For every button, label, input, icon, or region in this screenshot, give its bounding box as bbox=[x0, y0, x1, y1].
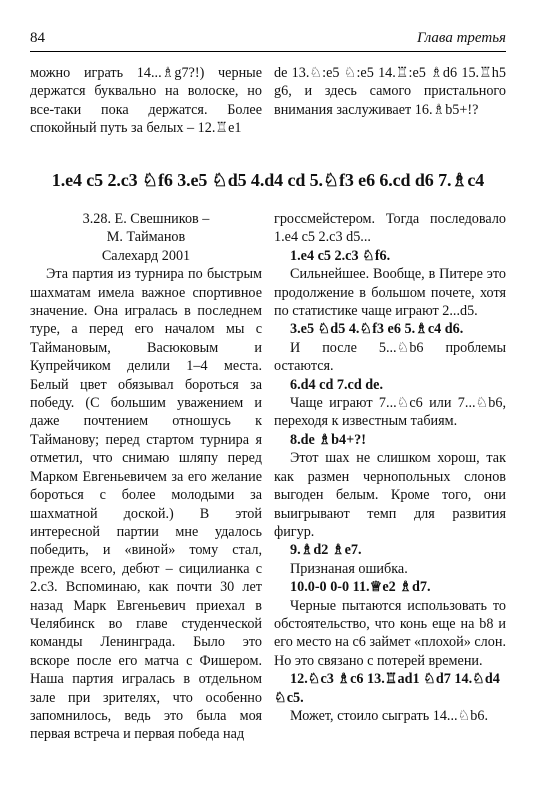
top-continuation bbox=[30, 64, 506, 138]
top-right-paragraph: de 13.♘:e5 ♘:e5 14.♖:e5 ♗d6 15.♖h5 g6, и здесь самого пристального внимания заслуживает 16.♗b5+!? bbox=[274, 65, 506, 118]
game-moves: 9.♗d2 ♗e7. bbox=[290, 542, 362, 559]
commentary-paragraph: гроссмейстером. Тогда последовало 1.e4 c5 2.c3 d5... bbox=[274, 211, 506, 246]
commentary-paragraph: Чаще играют 7...♘c6 или 7...♘b6, переходя к известным табиям. bbox=[274, 395, 506, 430]
running-head: Глава третья bbox=[416, 30, 506, 46]
right-column bbox=[274, 210, 506, 744]
game-moves: 12.♘c3 ♗c6 13.♖ad1 ♘d7 14.♘d4 ♘c5. bbox=[274, 671, 500, 706]
game-moves: 6.d4 cd 7.cd de. bbox=[290, 376, 384, 393]
header-rule bbox=[30, 51, 506, 52]
commentary-paragraph: Может, стоило сыграть 14...♘b6. bbox=[290, 707, 489, 724]
opening-heading: 1.e4 c5 2.c3 ♘f6 3.e5 ♘d5 4.d4 cd 5.♘f3 e6 6.cd d6 7.♗c4 bbox=[51, 170, 485, 190]
game-moves: 8.de ♗b4+?! bbox=[290, 431, 366, 448]
top-left-paragraph: можно играть 14...♗g7?!) черные держатся буквально на волоске, но все-таки пока держатся. Более спокойный путь за белых – 12.♖e1 bbox=[30, 65, 262, 137]
commentary-paragraph: И после 5...♘b6 проблемы остаются. bbox=[274, 339, 506, 375]
game-place-year: Салехард 2001 bbox=[101, 247, 191, 264]
main-columns bbox=[30, 210, 506, 744]
game-players-line-1: 3.28. Е. Свешников – bbox=[82, 211, 210, 227]
game-moves: 3.e5 ♘d5 4.♘f3 e6 5.♗c4 d6. bbox=[290, 321, 464, 338]
game-moves: 10.0-0 0-0 11.♕e2 ♗d7. bbox=[290, 579, 431, 596]
page-number: 84 bbox=[30, 30, 45, 46]
commentary-paragraph: Признаная ошибка. bbox=[290, 560, 408, 577]
commentary-paragraph: Этот шах не слишком хорош, так как размен чернопольных слонов выгоден белым. Кроме того, они выигрывают темп для развития фигур. bbox=[274, 450, 506, 540]
intro-paragraph: Эта партия из турнира по быстрым шахматам имела важное спортивное значение. Она игралась в последнем туре, а перед его началом мы с Таймановым, Васюковым и Купрейчиком делили 1–4 места. Белый цвет обязывал бороться за победу. (С большим уважением и даже почтением отношусь к Тайманову; перед стартом турнира я отметил, что снимаю шляпу перед Марком Евгеньевичем за его желание бороться с более молодыми за шахматной доской.) В этой интересной партии мне удалось победить, и «виной» тому стал, прежде всего, дебют – сицилианка с 2.c3. Вспоминаю, как почти 30 лет назад Марк Евгеньевич приехал в Челябинск во главе студенческой команды Ленинграда. Было это вскоре после его матча с Фишером. Наша партия игралась в отдельном зале при зрителях, что особенно запомнилось, ведь это была моя первая встреча и первая победа над bbox=[30, 266, 262, 743]
page-header bbox=[30, 30, 506, 48]
left-column bbox=[30, 210, 262, 744]
commentary-paragraph: Черные пытаются использовать то обстоятельство, что конь еще на b8 и его место на c6 займет «плохой» слон. Но это связано с потерей времени. bbox=[274, 597, 506, 669]
commentary-paragraph: Сильнейшее. Вообще, в Питере это продолжение в большом почете, хотя по статистике чаще играют 2...d5. bbox=[274, 266, 506, 320]
game-players-line-2: М. Тайманов bbox=[106, 229, 186, 246]
game-moves: 1.e4 c5 2.c3 ♘f6. bbox=[290, 247, 391, 264]
